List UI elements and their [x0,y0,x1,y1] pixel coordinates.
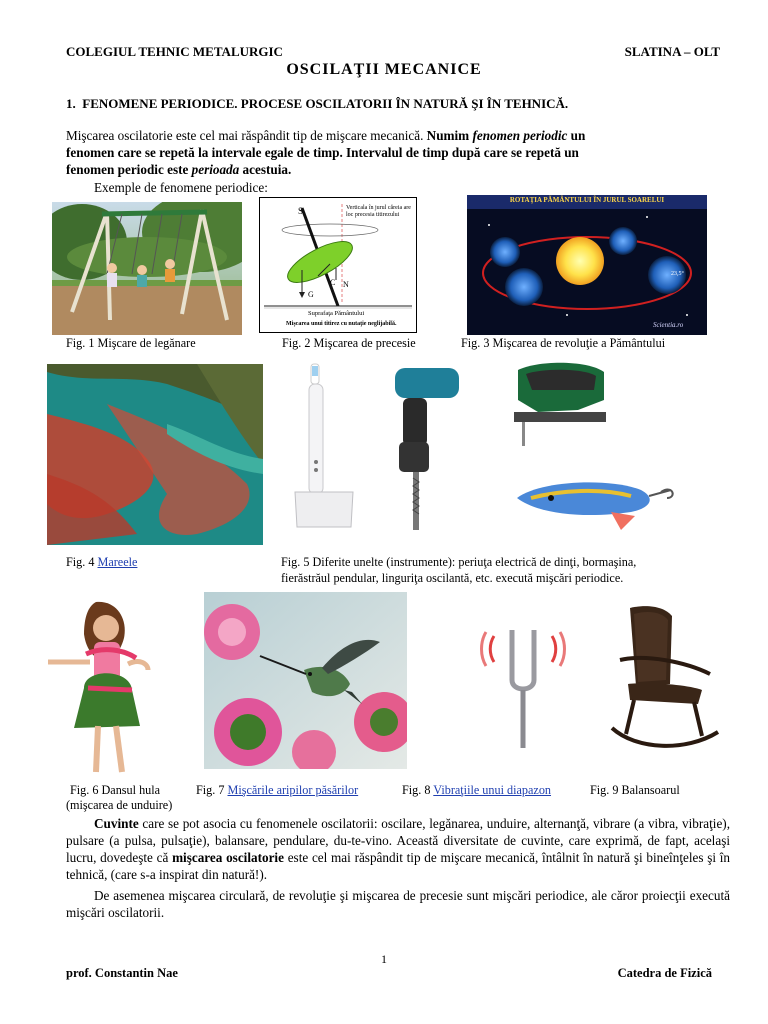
intro-define-end: un [570,128,586,143]
label-s: S [298,206,304,216]
label-c: C [330,278,336,287]
fig3-earth-revolution-image [467,195,707,335]
intro-paragraph [66,127,720,178]
label-g: G [308,290,314,299]
fig1-swing-image [52,202,242,335]
caption-fig6-line1: Fig. 6 Dansul hula [70,783,161,797]
footer-department: Catedra de Fizică [617,966,712,980]
body-p1-text: care se pot asocia cu fenomenele oscilatorii: oscilare, legănarea, unduire, alternanţă, vibrare (a vibra, vibraţie), pulsare (a pulsa, pulsaţie), balansare, pendulare, du-te-vino. Această diversitate de cuvinte, care exprimă, de fapt, acelaşi lucru, dovedeşte că [66,816,730,865]
body-p1-end: este cel mai răspândit tip de mişcare mecanică, întâlnit în natură şi bineînţeles şi în tehnică, (care s-a inspirat din natură!). [66,850,731,882]
caption-fig3: Fig. 3 Mişcarea de revoluţie a Pământului [461,336,666,350]
link-tides[interactable]: Mareele [97,555,138,569]
fig6-hula-dancer-image [44,598,154,778]
intro-line-2: fenomen care se repetă la intervale egale de timp. Intervalul de timp după care se repetă un [66,145,579,160]
caption-fig2: Fig. 2 Mişcarea de precesie [282,336,416,350]
city-name: SLATINA – OLT [624,44,720,59]
fig5-drill-image [389,362,465,534]
fig7-hummingbird-image [204,592,407,769]
intro-line-3c: acestuia. [242,162,292,177]
fig9-rocking-chair-image [606,604,722,754]
label-surface: Suprafaţa Pământului [308,310,365,317]
body-paragraph-2: De asemenea mişcarea circulară, de revoluţie şi mişcarea de precesie sunt mişcări periodice, ale căror proiecţii execută mişcări oscilatorii. [66,888,730,920]
intro-line-3a: fenomen periodic este [66,162,189,177]
label-n: N [343,280,349,289]
link-bird-wings[interactable]: Mişcările aripilor păsărilor [227,783,359,797]
caption-fig1: Fig. 1 Mişcare de legănare [66,336,196,350]
caption-fig7 [196,783,358,798]
fig3-banner: ROTAŢIA PĂMÂNTULUI ÎN JURUL SOARELUI [509,196,665,204]
term-periodic-phenomenon: fenomen periodic [472,128,568,143]
body-word-cuvinte: Cuvinte [94,816,139,831]
label-top-caption: Mişcarea unui titirez cu nutaţie neglijabilă. [286,321,397,327]
caption-fig4-prefix: Fig. 4 [66,555,95,569]
link-tuning-fork[interactable]: Vibraţiile unui diapazon [433,783,552,797]
section-heading [66,96,568,112]
body-p1-bold: mişcarea oscilatorie [172,850,284,865]
term-period: perioada [191,162,240,177]
section-title: FENOMENE PERIODICE. PROCESE OSCILATORII ÎN NATURĂ ŞI ÎN TEHNICĂ. [82,96,569,111]
body-paragraph-1 [66,815,730,883]
caption-fig9: Fig. 9 Balansoarul [590,783,680,797]
caption-fig8-prefix: Fig. 8 [402,783,431,797]
fig4-tides-image [47,364,263,545]
caption-fig4 [66,555,137,570]
fig3-brand: Scientia.ro [653,321,684,329]
fig2-precession-diagram [259,197,417,333]
intro-define-word: Numim [426,128,470,143]
page-number: 1 [381,952,387,966]
fig5-jigsaw-image [508,360,612,450]
fig3-angle: 23,5° [671,271,684,277]
caption-fig5-line2: fierăstrăul pendular, linguriţa oscilantă, etc. execută mişcări periodice. [281,571,624,585]
caption-fig6-line2: (mişcarea de unduire) [66,798,173,812]
fig5-spoon-lure-image [511,476,679,531]
examples-label: Exemple de fenomene periodice: [94,180,268,195]
section-number: 1. [66,96,76,111]
page-title: OSCILAŢII MECANICE [286,61,482,78]
fig8-tuning-fork-image [478,622,568,752]
label-vertical: Verticala în jurul căreia are loc precesia titirezului [346,205,411,218]
footer-author: prof. Constantin Nae [66,966,178,980]
fig5-toothbrush-image [291,362,357,532]
intro-sentence-1: Mişcarea oscilatorie este cel mai răspândit tip de mişcare mecanică. [66,128,424,143]
school-name: COLEGIUL TEHNIC METALURGIC [66,44,283,59]
caption-fig5-line1: Fig. 5 Diferite unelte (instrumente): periuţa electrică de dinţi, bormaşina, [281,555,637,569]
caption-fig8 [402,783,551,798]
caption-fig7-prefix: Fig. 7 [196,783,225,797]
